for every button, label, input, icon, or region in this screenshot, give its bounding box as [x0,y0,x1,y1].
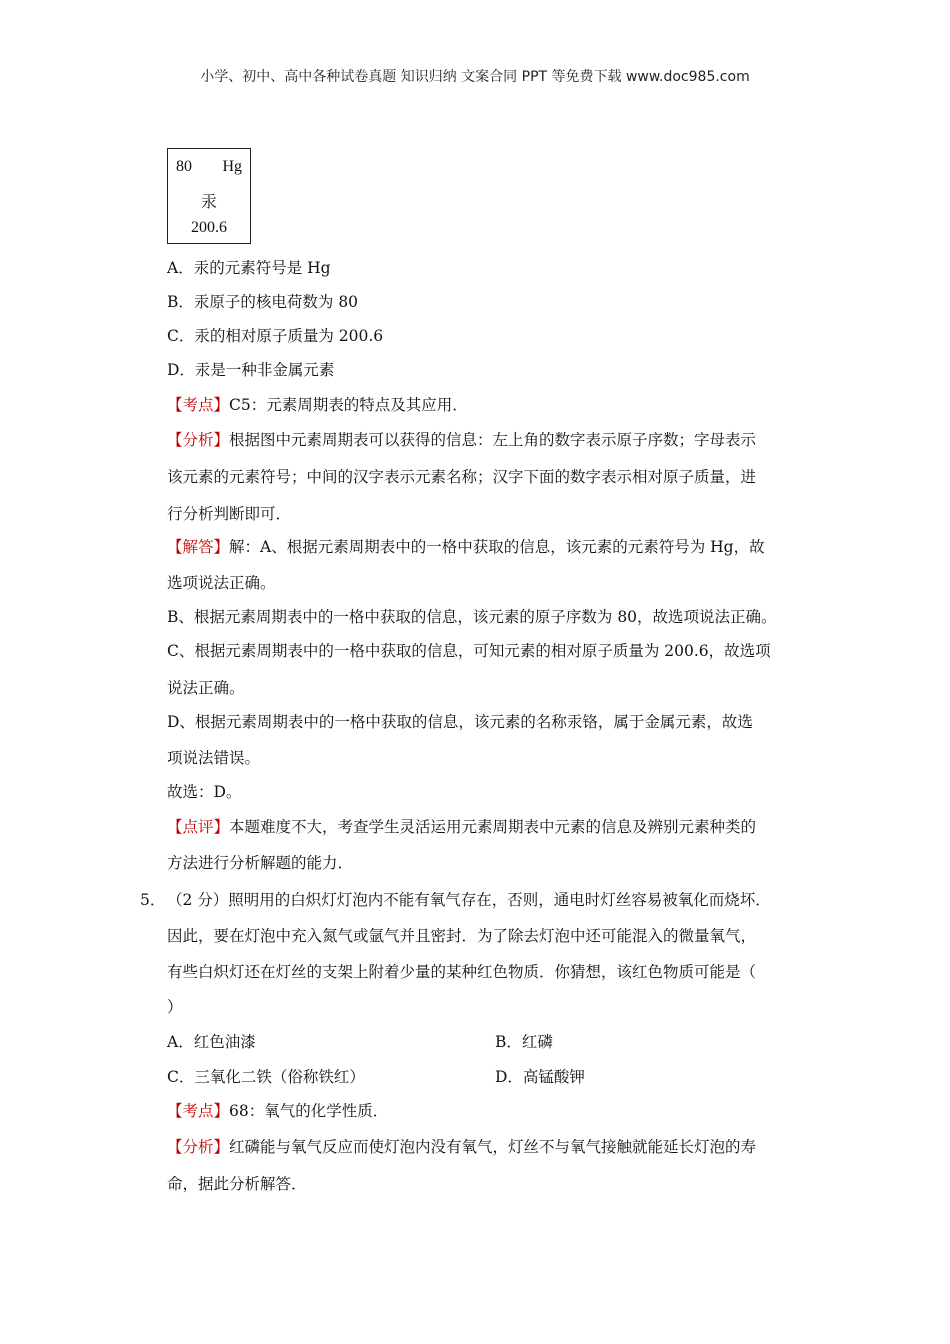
q4-jieda-line: 选项说法正确。 [167,574,276,592]
q5-fenxi-line: 命，据此分析解答． [167,1175,307,1193]
q4-option-c: C．汞的相对原子质量为 200.6 [167,327,384,345]
fenxi-tag: 【分析】 [167,1138,230,1156]
atomic-number: 80 [176,158,192,175]
q4-option-b: B．汞原子的核电荷数为 80 [167,293,359,311]
q5-stem-line: 因此，要在灯泡中充入氮气或氩气并且密封．为了除去灯泡中还可能混入的微量氧气， [167,927,757,945]
q5-number: 5． [140,891,166,909]
q4-jieda-line: C、根据元素周期表中的一格中获取的信息，可知元素的相对原子质量为 200.6，故选项 [167,642,771,660]
q4-fenxi-line [167,430,756,450]
fenxi-text: 红磷能与氧气反应而使灯泡内没有氧气，灯丝不与氧气接触就能延长灯泡的寿 [229,1138,757,1156]
q4-jieda-line: 说法正确。 [167,679,245,697]
kaodian-text: 68：氧气的化学性质． [229,1102,389,1120]
q5-option-c: C．三氧化二铁（俗称铁红） [167,1068,365,1086]
q4-jieda-line: D、根据元素周期表中的一格中获取的信息，该元素的名称汞铬，属于金属元素，故选 [167,713,753,731]
q4-jieda-line: 项说法错误。 [167,749,261,767]
q4-dianping-line: 方法进行分析解题的能力． [167,854,354,872]
q5-option-b: B．红磷 [495,1033,553,1051]
q4-fenxi-line: 行分析判断即可． [167,505,292,523]
q4-jieda-line: 故选：D。 [167,783,242,801]
fenxi-tag: 【分析】 [167,431,230,449]
element-card-mercury [167,148,251,244]
page-header: 小学、初中、高中各种试卷真题 知识归纳 文案合同 PPT 等免费下载 www.doc985.com [200,69,750,85]
fenxi-text: 根据图中元素周期表可以获得的信息：左上角的数字表示原子序数；字母表示 [229,431,757,449]
q4-jieda-line: B、根据元素周期表中的一格中获取的信息，该元素的原子序数为 80，故选项说法正确。 [167,608,777,626]
q4-option-a: A．汞的元素符号是 Hg [167,259,331,277]
dianping-tag: 【点评】 [167,818,230,836]
q4-kaodian [167,395,468,415]
element-name: 汞 [200,194,217,211]
element-symbol: Hg [222,158,242,175]
q5-fenxi-line [167,1137,756,1157]
q5-option-d: D．高锰酸钾 [495,1068,585,1086]
q4-jieda-line [167,537,765,557]
q5-option-a: A．红色油漆 [167,1033,256,1051]
dianping-text: 本题难度不大，考查学生灵活运用元素周期表中元素的信息及辨别元素种类的 [229,818,757,836]
q5-stem-line: ） [167,998,183,1016]
jieda-tag: 【解答】 [167,538,230,556]
q4-option-d: D．汞是一种非金属元素 [167,361,335,379]
q5-stem-line: 有些白炽灯还在灯丝的支架上附着少量的某种红色物质．你猜想，该红色物质可能是（ [167,963,757,981]
q5-stem-line: （2 分）照明用的白炽灯灯泡内不能有氧气存在，否则，通电时灯丝容易被氧化而烧坏． [167,891,771,909]
q5-kaodian [167,1101,388,1121]
kaodian-text: C5：元素周期表的特点及其应用． [229,396,468,414]
kaodian-tag: 【考点】 [167,1102,230,1120]
kaodian-tag: 【考点】 [167,396,230,414]
atomic-mass: 200.6 [191,219,227,236]
q4-dianping-line [167,817,756,837]
q4-fenxi-line: 该元素的元素符号；中间的汉字表示元素名称；汉字下面的数字表示相对原子质量，进 [167,468,757,486]
jieda-text: 解：A、根据元素周期表中的一格中获取的信息，该元素的元素符号为 Hg，故 [229,538,765,556]
